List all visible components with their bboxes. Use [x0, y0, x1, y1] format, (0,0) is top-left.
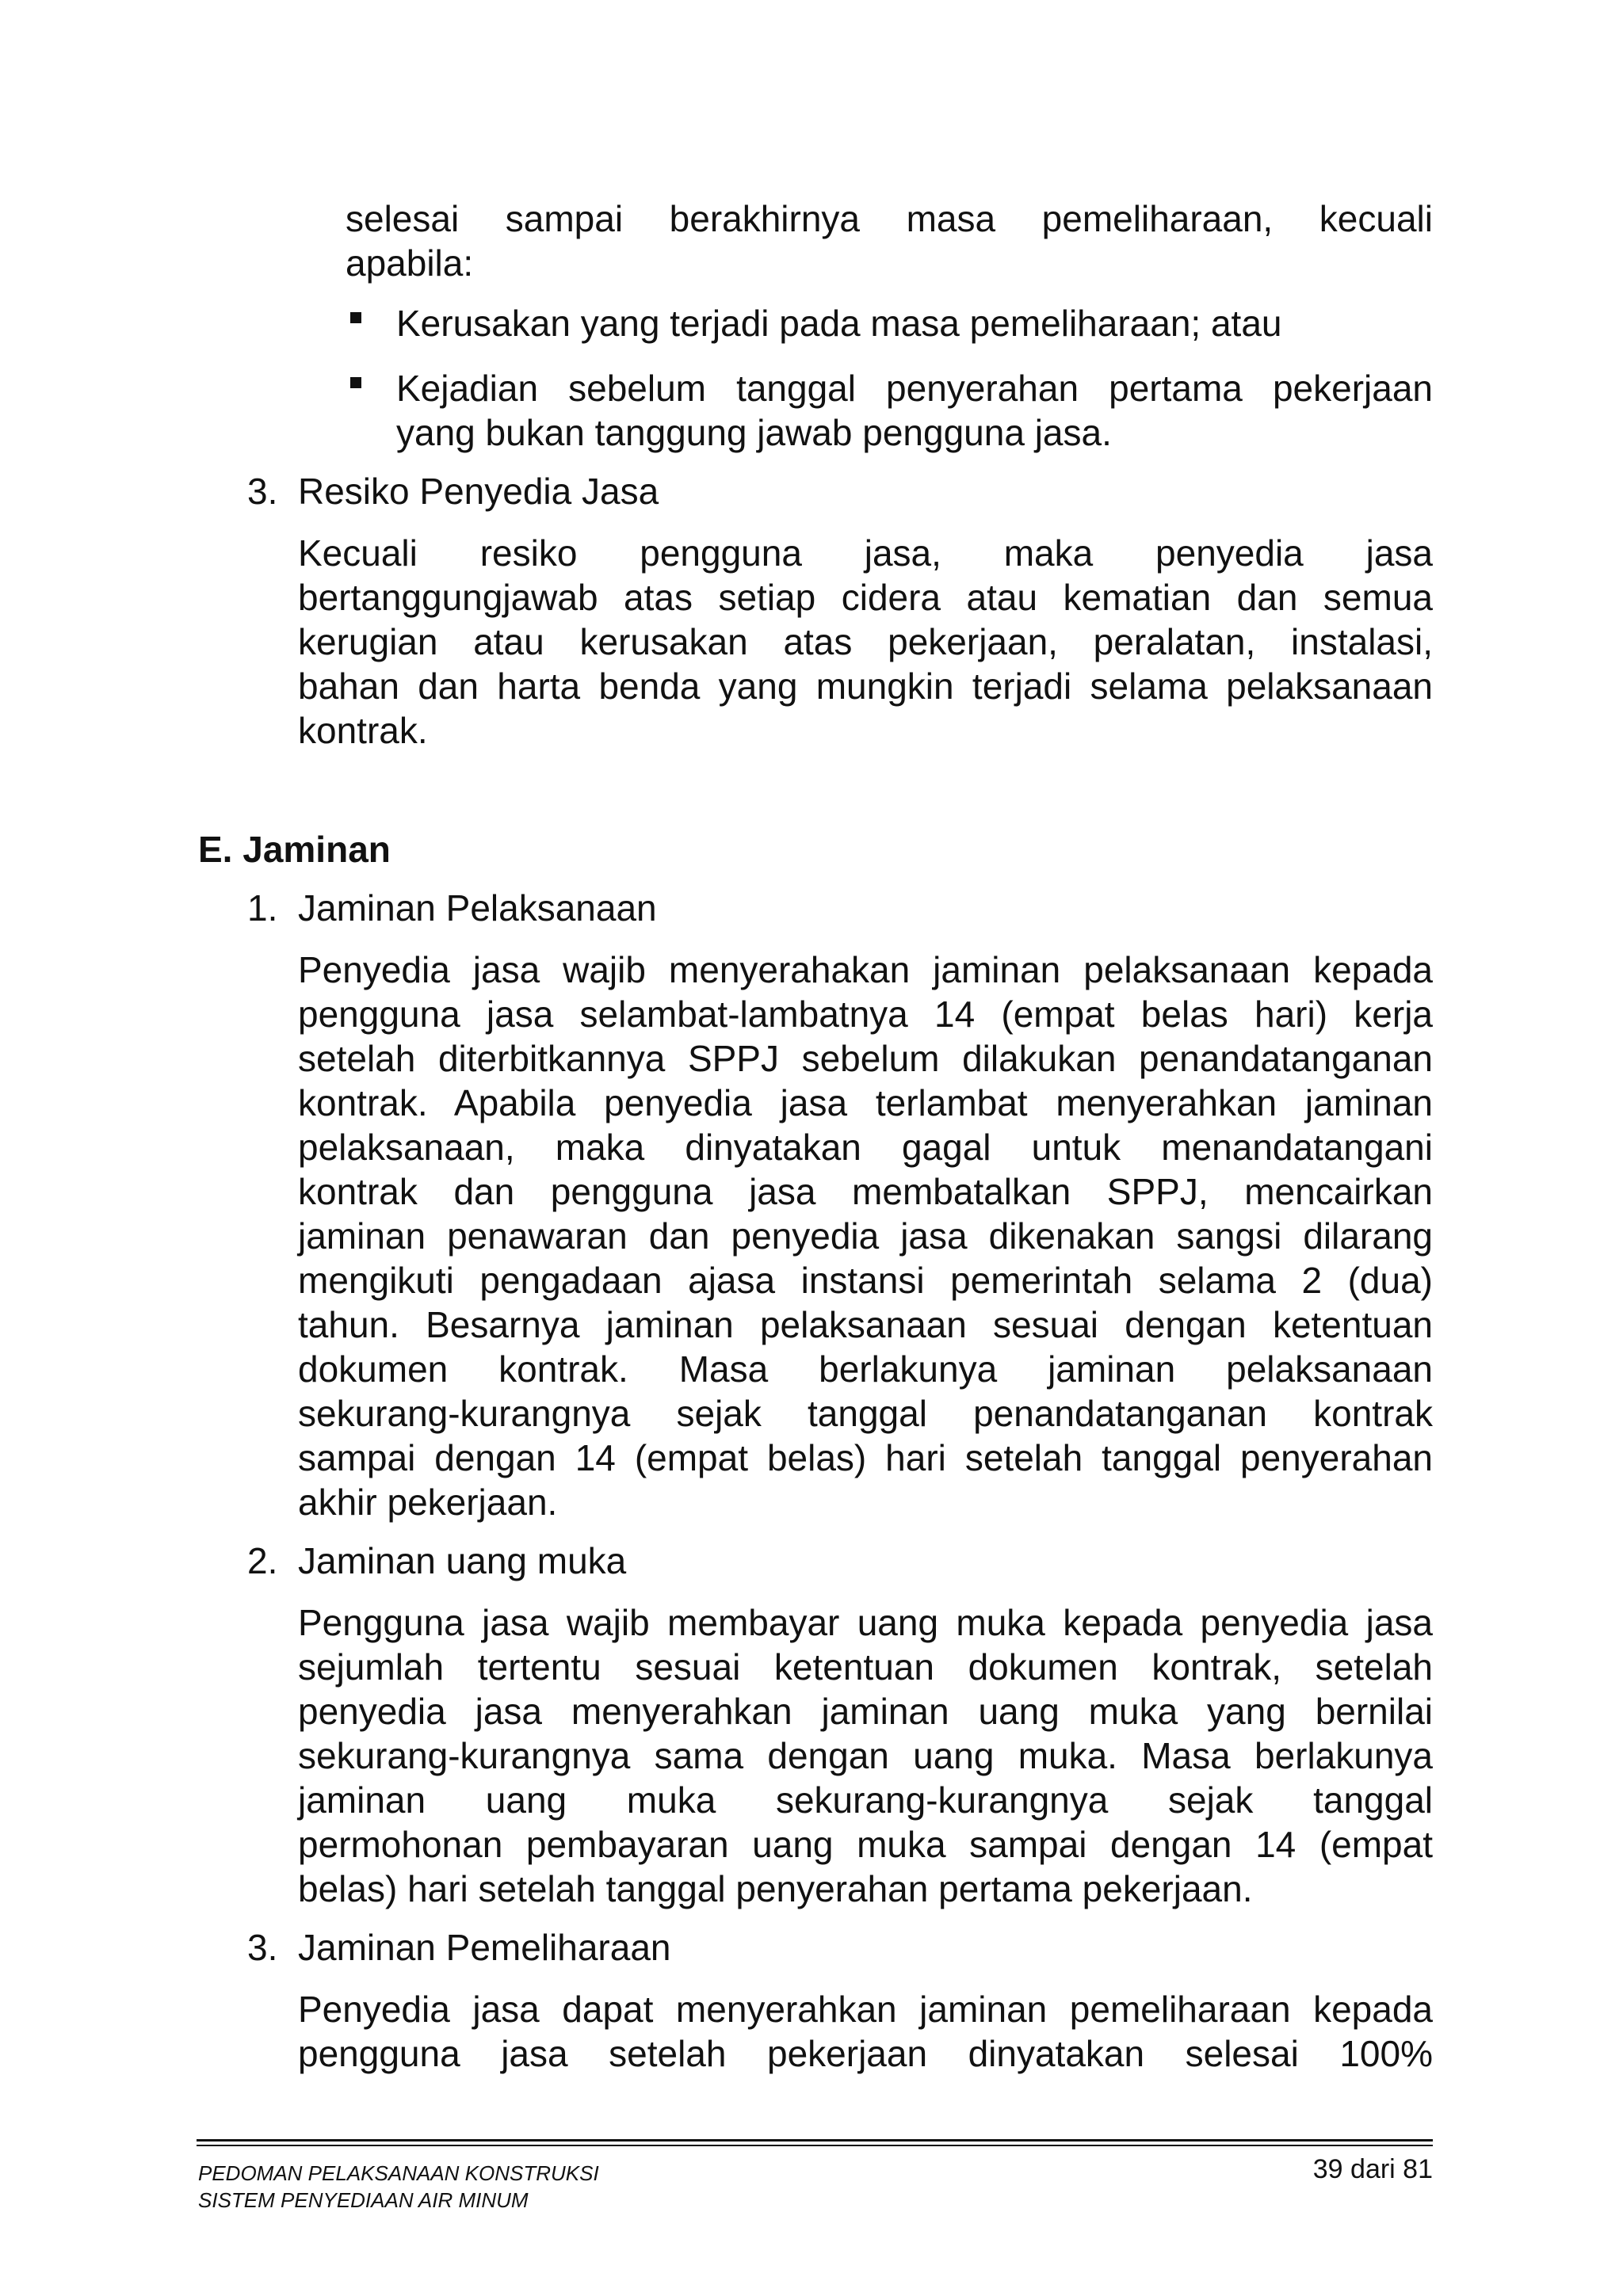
- footer-rule-top: [197, 2139, 1433, 2142]
- section-heading: E. Jaminan: [198, 829, 391, 870]
- paragraph-line: bertanggungjawab atas setiap cidera atau kematian dan semua: [298, 577, 1433, 618]
- paragraph-line: jaminan uang muka sekurang-kurangnya sejak tanggal: [298, 1779, 1433, 1821]
- paragraph-line: sekurang-kurangnya sejak tanggal penandatanganan kontrak: [298, 1393, 1433, 1434]
- paragraph-line: kontrak.: [298, 710, 428, 751]
- paragraph-line: jaminan penawaran dan penyedia jasa dikenakan sangsi dilarang: [298, 1215, 1433, 1257]
- paragraph-line: bahan dan harta benda yang mungkin terjadi selama pelaksanaan: [298, 666, 1433, 707]
- paragraph-line: kerugian atau kerusakan atas pekerjaan, peralatan, instalasi,: [298, 621, 1433, 662]
- paragraph-line: Penyedia jasa wajib menyerahakan jaminan pelaksanaan kepada: [298, 949, 1433, 990]
- paragraph-line: setelah diterbitkannya SPPJ sebelum dilakukan penandatanganan: [298, 1038, 1433, 1079]
- intro-line-2: apabila:: [346, 242, 474, 284]
- paragraph-line: pengguna jasa setelah pekerjaan dinyatakan selesai 100%: [298, 2033, 1433, 2074]
- page-number: 39 dari 81: [1312, 2154, 1433, 2184]
- intro-line-1: selesai sampai berakhirnya masa pemeliharaan, kecuali: [346, 198, 1433, 239]
- bullet-item-2-line-2: yang bukan tanggung jawab pengguna jasa.: [396, 412, 1112, 453]
- paragraph-line: sejumlah tertentu sesuai ketentuan dokumen kontrak, setelah: [298, 1646, 1433, 1688]
- jaminan-uang-muka-title: Jaminan uang muka: [298, 1540, 627, 1581]
- resiko-title: Resiko Penyedia Jasa: [298, 471, 659, 512]
- paragraph-line: belas) hari setelah tanggal penyerahan pertama pekerjaan.: [298, 1868, 1253, 1909]
- paragraph-line: penyedia jasa menyerahkan jaminan uang muka yang bernilai: [298, 1691, 1433, 1732]
- paragraph-line: sekurang-kurangnya sama dengan uang muka. Masa berlakunya: [298, 1735, 1433, 1776]
- jaminan-pelaksanaan-title: Jaminan Pelaksanaan: [298, 887, 657, 929]
- paragraph-line: akhir pekerjaan.: [298, 1482, 558, 1523]
- bullet-item-1: Kerusakan yang terjadi pada masa pemeliharaan; atau: [396, 303, 1282, 344]
- paragraph-line: kontrak. Apabila penyedia jasa terlambat menyerahkan jaminan: [298, 1082, 1433, 1123]
- list-number: 2.: [247, 1540, 278, 1581]
- paragraph-line: pengguna jasa selambat-lambatnya 14 (empat belas hari) kerja: [298, 994, 1433, 1035]
- list-number: 3.: [247, 1927, 278, 1968]
- footer-title-line-1: PEDOMAN PELAKSANAAN KONSTRUKSI: [198, 2161, 599, 2185]
- bullet-marker: [350, 377, 361, 388]
- list-number: 3.: [247, 471, 278, 512]
- paragraph-line: tahun. Besarnya jaminan pelaksanaan sesuai dengan ketentuan: [298, 1304, 1433, 1345]
- paragraph-line: Kecuali resiko pengguna jasa, maka penyedia jasa: [298, 532, 1433, 574]
- paragraph-line: pelaksanaan, maka dinyatakan gagal untuk menandatangani: [298, 1127, 1433, 1168]
- paragraph-line: permohonan pembayaran uang muka sampai dengan 14 (empat: [298, 1824, 1433, 1865]
- list-number: 1.: [247, 887, 278, 929]
- paragraph-line: Pengguna jasa wajib membayar uang muka kepada penyedia jasa: [298, 1602, 1433, 1643]
- footer-rule-bottom: [197, 2145, 1433, 2146]
- jaminan-pemeliharaan-title: Jaminan Pemeliharaan: [298, 1927, 671, 1968]
- paragraph-line: kontrak dan pengguna jasa membatalkan SPPJ, mencairkan: [298, 1171, 1433, 1212]
- paragraph-line: dokumen kontrak. Masa berlakunya jaminan pelaksanaan: [298, 1348, 1433, 1390]
- paragraph-line: Penyedia jasa dapat menyerahkan jaminan pemeliharaan kepada: [298, 1989, 1433, 2030]
- paragraph-line: mengikuti pengadaan ajasa instansi pemerintah selama 2 (dua): [298, 1260, 1433, 1301]
- bullet-marker: [350, 312, 361, 323]
- footer-title-line-2: SISTEM PENYEDIAAN AIR MINUM: [198, 2188, 529, 2212]
- paragraph-line: sampai dengan 14 (empat belas) hari setelah tanggal penyerahan: [298, 1437, 1433, 1478]
- bullet-item-2-line-1: Kejadian sebelum tanggal penyerahan pertama pekerjaan: [396, 368, 1433, 409]
